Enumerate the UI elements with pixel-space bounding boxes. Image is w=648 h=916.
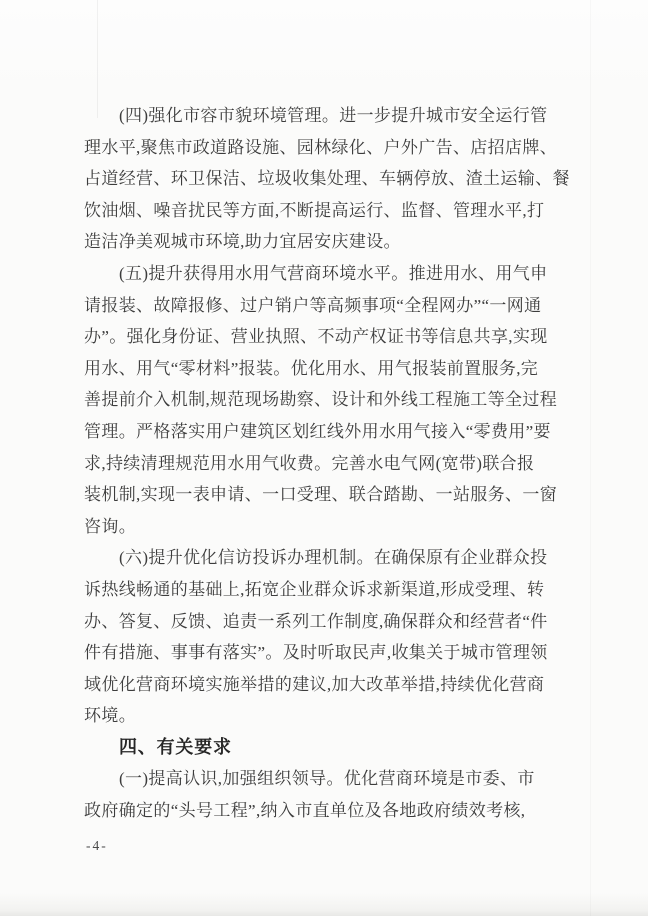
text-line: 办、答复、反馈、追责一系列工作制度,确保群众和经营者“件 xyxy=(84,611,548,631)
text-line: 咨询。 xyxy=(84,516,137,536)
text-line: 域优化营商环境实施举措的建议,加大改革举措,持续优化营商 xyxy=(84,674,545,694)
text-line: 善提前介入机制,规范现场勘察、设计和外线工程施工等全过程 xyxy=(84,390,558,410)
paragraph-4 xyxy=(84,100,578,258)
text-line: (四)强化市容市貌环境管理。进一步提升城市安全运行管 xyxy=(119,106,548,125)
text-line: 件有措施、事事有落实”。及时听取民声,收集关于城市管理领 xyxy=(84,643,548,663)
text-line: 求,持续清理规范用水用气收费。完善水电气网(宽带)联合报 xyxy=(84,453,535,473)
page-number: -4- xyxy=(86,838,108,853)
text-line: 环境。 xyxy=(84,706,137,726)
text-line: 饮油烟、噪音扰民等方面,不断提高运行、监督、管理水平,打 xyxy=(84,200,545,220)
paragraph-5 xyxy=(84,258,578,542)
text-line: 用水、用气“零材料”报装。优化用水、用气报装前置服务,完 xyxy=(84,358,539,378)
text-line: 政府确定的“头号工程”,纳入市直单位及各地政府绩效考核, xyxy=(84,801,526,821)
document-body xyxy=(84,100,578,827)
paragraph-1 xyxy=(84,763,578,826)
text-line: (五)提升获得用水用气营商环境水平。推进用水、用气申 xyxy=(119,263,548,283)
text-line: 理水平,聚焦市政道路设施、园林绿化、户外广告、店招店牌、 xyxy=(84,137,558,157)
paragraph-6 xyxy=(84,542,578,732)
text-line: 诉热线畅通的基础上,拓宽企业群众诉求新渠道,形成受理、转 xyxy=(84,579,545,599)
text-line: 办”。强化身份证、营业执照、不动产权证书等信息共享,实现 xyxy=(84,327,548,347)
text-line: 造洁净美观城市环境,助力宜居安庆建设。 xyxy=(84,232,401,252)
text-line: 管理。严格落实用户建筑区划红线外用水用气接入“零费用”要 xyxy=(84,421,551,441)
text-line: 占道经营、环卫保洁、垃圾收集处理、车辆停放、渣土运输、餐 xyxy=(84,169,570,189)
text-line: (六)提升优化信访投诉办理机制。在确保原有企业群众投 xyxy=(119,548,548,568)
text-line: 请报装、故障报修、过户销户等高频事项“全程网办”“一网通 xyxy=(84,295,542,315)
section-heading: 四、有关要求 xyxy=(119,736,232,757)
text-line: 装机制,实现一表申请、一口受理、联合踏勘、一站服务、一窗 xyxy=(84,485,558,505)
text-line: (一)提高认识,加强组织领导。优化营商环境是市委、市 xyxy=(119,769,535,789)
